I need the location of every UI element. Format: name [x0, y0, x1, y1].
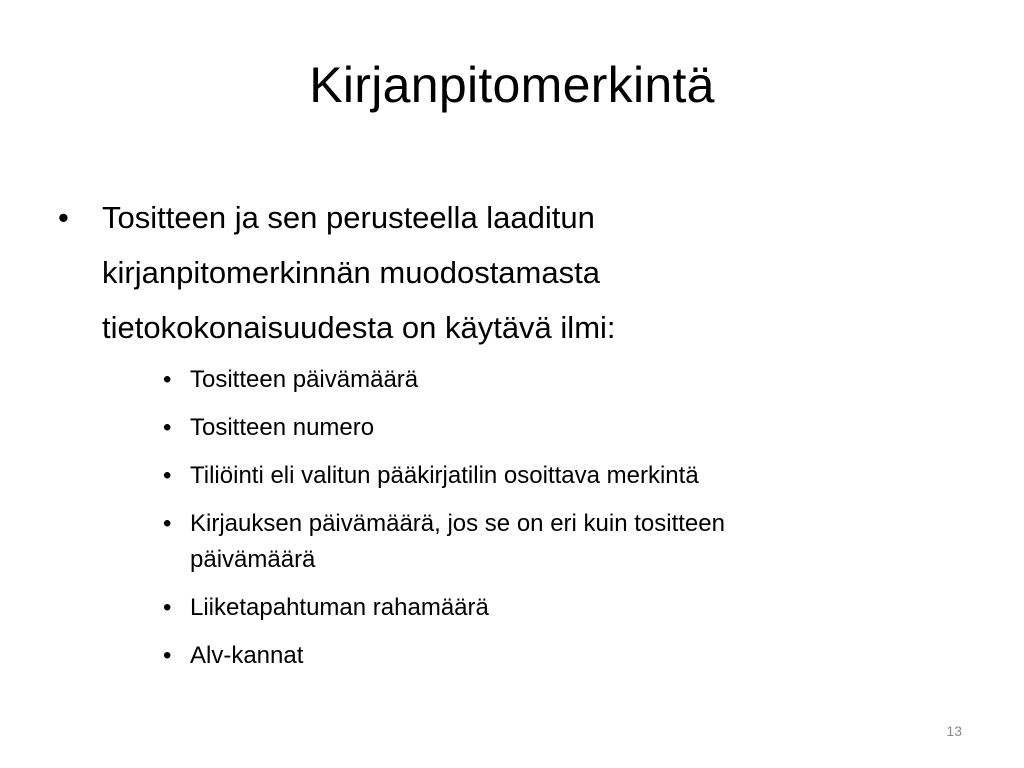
sub-bullet-item [163, 410, 923, 446]
main-bullet-line: tietokokonaisuudesta on käytävä ilmi: [102, 310, 616, 345]
bullet-icon: • [163, 642, 172, 669]
sub-bullet-text: Tiliöinti eli valitun pääkirjatilin osoittava merkintä [190, 462, 699, 489]
bullet-icon: • [163, 510, 172, 537]
bullet-icon: • [58, 200, 69, 235]
main-bullet-item [58, 190, 958, 355]
bullet-icon: • [163, 594, 172, 621]
sub-bullet-text: Alv-kannat [190, 642, 304, 669]
sub-bullet-item [163, 458, 923, 494]
sub-bullet-text: Tositteen numero [190, 414, 375, 441]
sub-bullet-text: päivämäärä [190, 546, 316, 573]
sub-bullet-list [163, 362, 923, 686]
sub-bullet-text: Tositteen päivämäärä [190, 366, 419, 393]
page-number: 13 [946, 723, 962, 739]
sub-bullet-item [163, 590, 923, 626]
bullet-icon: • [163, 462, 172, 489]
sub-bullet-text: Kirjauksen päivämäärä, jos se on eri kuin tositteen [190, 510, 725, 537]
sub-bullet-item [163, 362, 923, 398]
sub-bullet-item [163, 506, 923, 578]
main-bullet-line: kirjanpitomerkinnän muodostamasta [102, 255, 600, 290]
slide-title: Kirjanpitomerkintä [309, 57, 715, 113]
bullet-icon: • [163, 366, 172, 393]
sub-bullet-text: Liiketapahtuman rahamäärä [190, 594, 489, 621]
sub-bullet-item [163, 638, 923, 674]
main-bullet-line: Tositteen ja sen perusteella laaditun [102, 200, 595, 235]
bullet-icon: • [163, 414, 172, 441]
main-bullet-list [58, 190, 958, 355]
